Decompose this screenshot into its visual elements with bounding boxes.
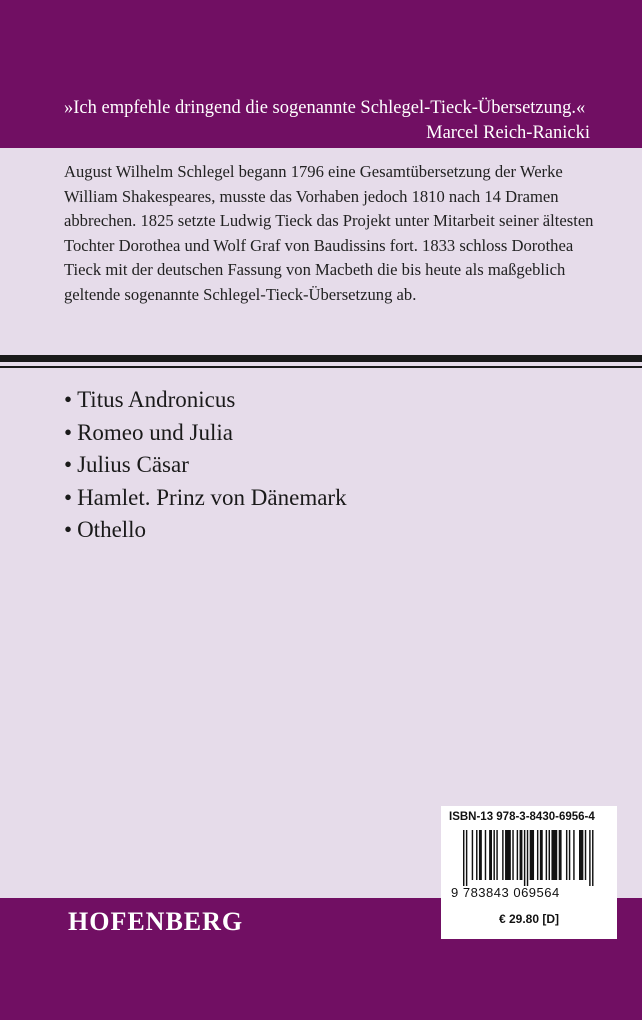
barcode-bar bbox=[502, 830, 503, 880]
barcode-bar bbox=[537, 830, 538, 880]
work-title: Titus Andronicus bbox=[77, 387, 236, 412]
list-item bbox=[64, 514, 347, 547]
barcode-bar bbox=[551, 830, 557, 880]
quote-text: »Ich empfehle dringend die sogenannte Schlegel-Tieck-Übersetzung.« bbox=[64, 98, 586, 118]
barcode-box bbox=[441, 806, 617, 939]
list-item bbox=[64, 417, 347, 450]
barcode-bar bbox=[559, 830, 562, 880]
bullet: • bbox=[64, 387, 73, 412]
barcode-bar bbox=[524, 830, 525, 886]
barcode-bar bbox=[472, 830, 473, 880]
publisher-name: HOFENBERG bbox=[68, 907, 244, 936]
barcode-bar bbox=[463, 830, 464, 886]
work-title: Othello bbox=[77, 517, 147, 542]
barcode-bar bbox=[592, 830, 593, 886]
barcode-bar bbox=[476, 830, 477, 880]
barcode-bar bbox=[493, 830, 494, 880]
work-title: Julius Cäsar bbox=[77, 452, 189, 477]
isbn-label: ISBN-13 978-3-8430-6956-4 bbox=[449, 811, 595, 823]
work-title: Romeo und Julia bbox=[77, 419, 233, 445]
barcode-bar bbox=[569, 830, 570, 880]
price-label: € 29.80 [D] bbox=[498, 912, 560, 926]
barcode-bar bbox=[479, 830, 482, 880]
barcode-bar bbox=[485, 830, 486, 880]
barcode-bar bbox=[505, 830, 511, 880]
barcode-bar bbox=[573, 830, 574, 880]
divider-thick bbox=[0, 355, 642, 362]
list-item bbox=[64, 482, 347, 515]
barcode-bar bbox=[489, 830, 492, 880]
bullet: • bbox=[64, 419, 73, 445]
barcode-bar bbox=[512, 830, 513, 880]
barcode-bar bbox=[496, 830, 497, 880]
barcode-digits: 9 783843 069564 bbox=[451, 885, 560, 900]
barcode-bar bbox=[579, 830, 583, 880]
barcode-bar bbox=[585, 830, 586, 880]
barcode-bar bbox=[520, 830, 523, 880]
works-list bbox=[64, 384, 347, 547]
barcode-bar bbox=[546, 830, 547, 880]
bullet: • bbox=[64, 484, 73, 510]
barcode-icon bbox=[463, 830, 603, 886]
barcode-bar bbox=[466, 830, 467, 886]
barcode-bar bbox=[589, 830, 590, 886]
list-item bbox=[64, 384, 347, 417]
barcode-bar bbox=[530, 830, 534, 880]
bullet: • bbox=[64, 517, 73, 542]
list-item bbox=[64, 449, 347, 482]
barcode-bar bbox=[549, 830, 550, 880]
divider-thin bbox=[0, 366, 642, 368]
description-text: August Wilhelm Schlegel begann 1796 eine Gesamtübersetzung der Werke William Shakespeares, musste das Vorhaben jedoch 1810 nach 14 Dramen abbrechen. 1825 setzte Ludwig Tieck das Projekt unter Mitarbeit seiner ältesten Tochter Dorothea und Wolf Graf von Baudissins fort. 1833 schloss Dorothea Tieck mit der deutschen Fassung von Macbeth die bis heute als maßgeblich geltende sogenannte Schlegel-Tieck-Übersetzung ab. bbox=[64, 162, 594, 304]
barcode-bar bbox=[527, 830, 528, 886]
work-title: Hamlet. Prinz von Dänemark bbox=[77, 484, 347, 510]
quote-block bbox=[64, 96, 590, 146]
quote-author: Marcel Reich-Ranicki bbox=[426, 123, 590, 143]
barcode-bar bbox=[517, 830, 518, 880]
barcode-bar bbox=[566, 830, 567, 880]
barcode-bar bbox=[540, 830, 543, 880]
bullet: • bbox=[64, 452, 73, 477]
